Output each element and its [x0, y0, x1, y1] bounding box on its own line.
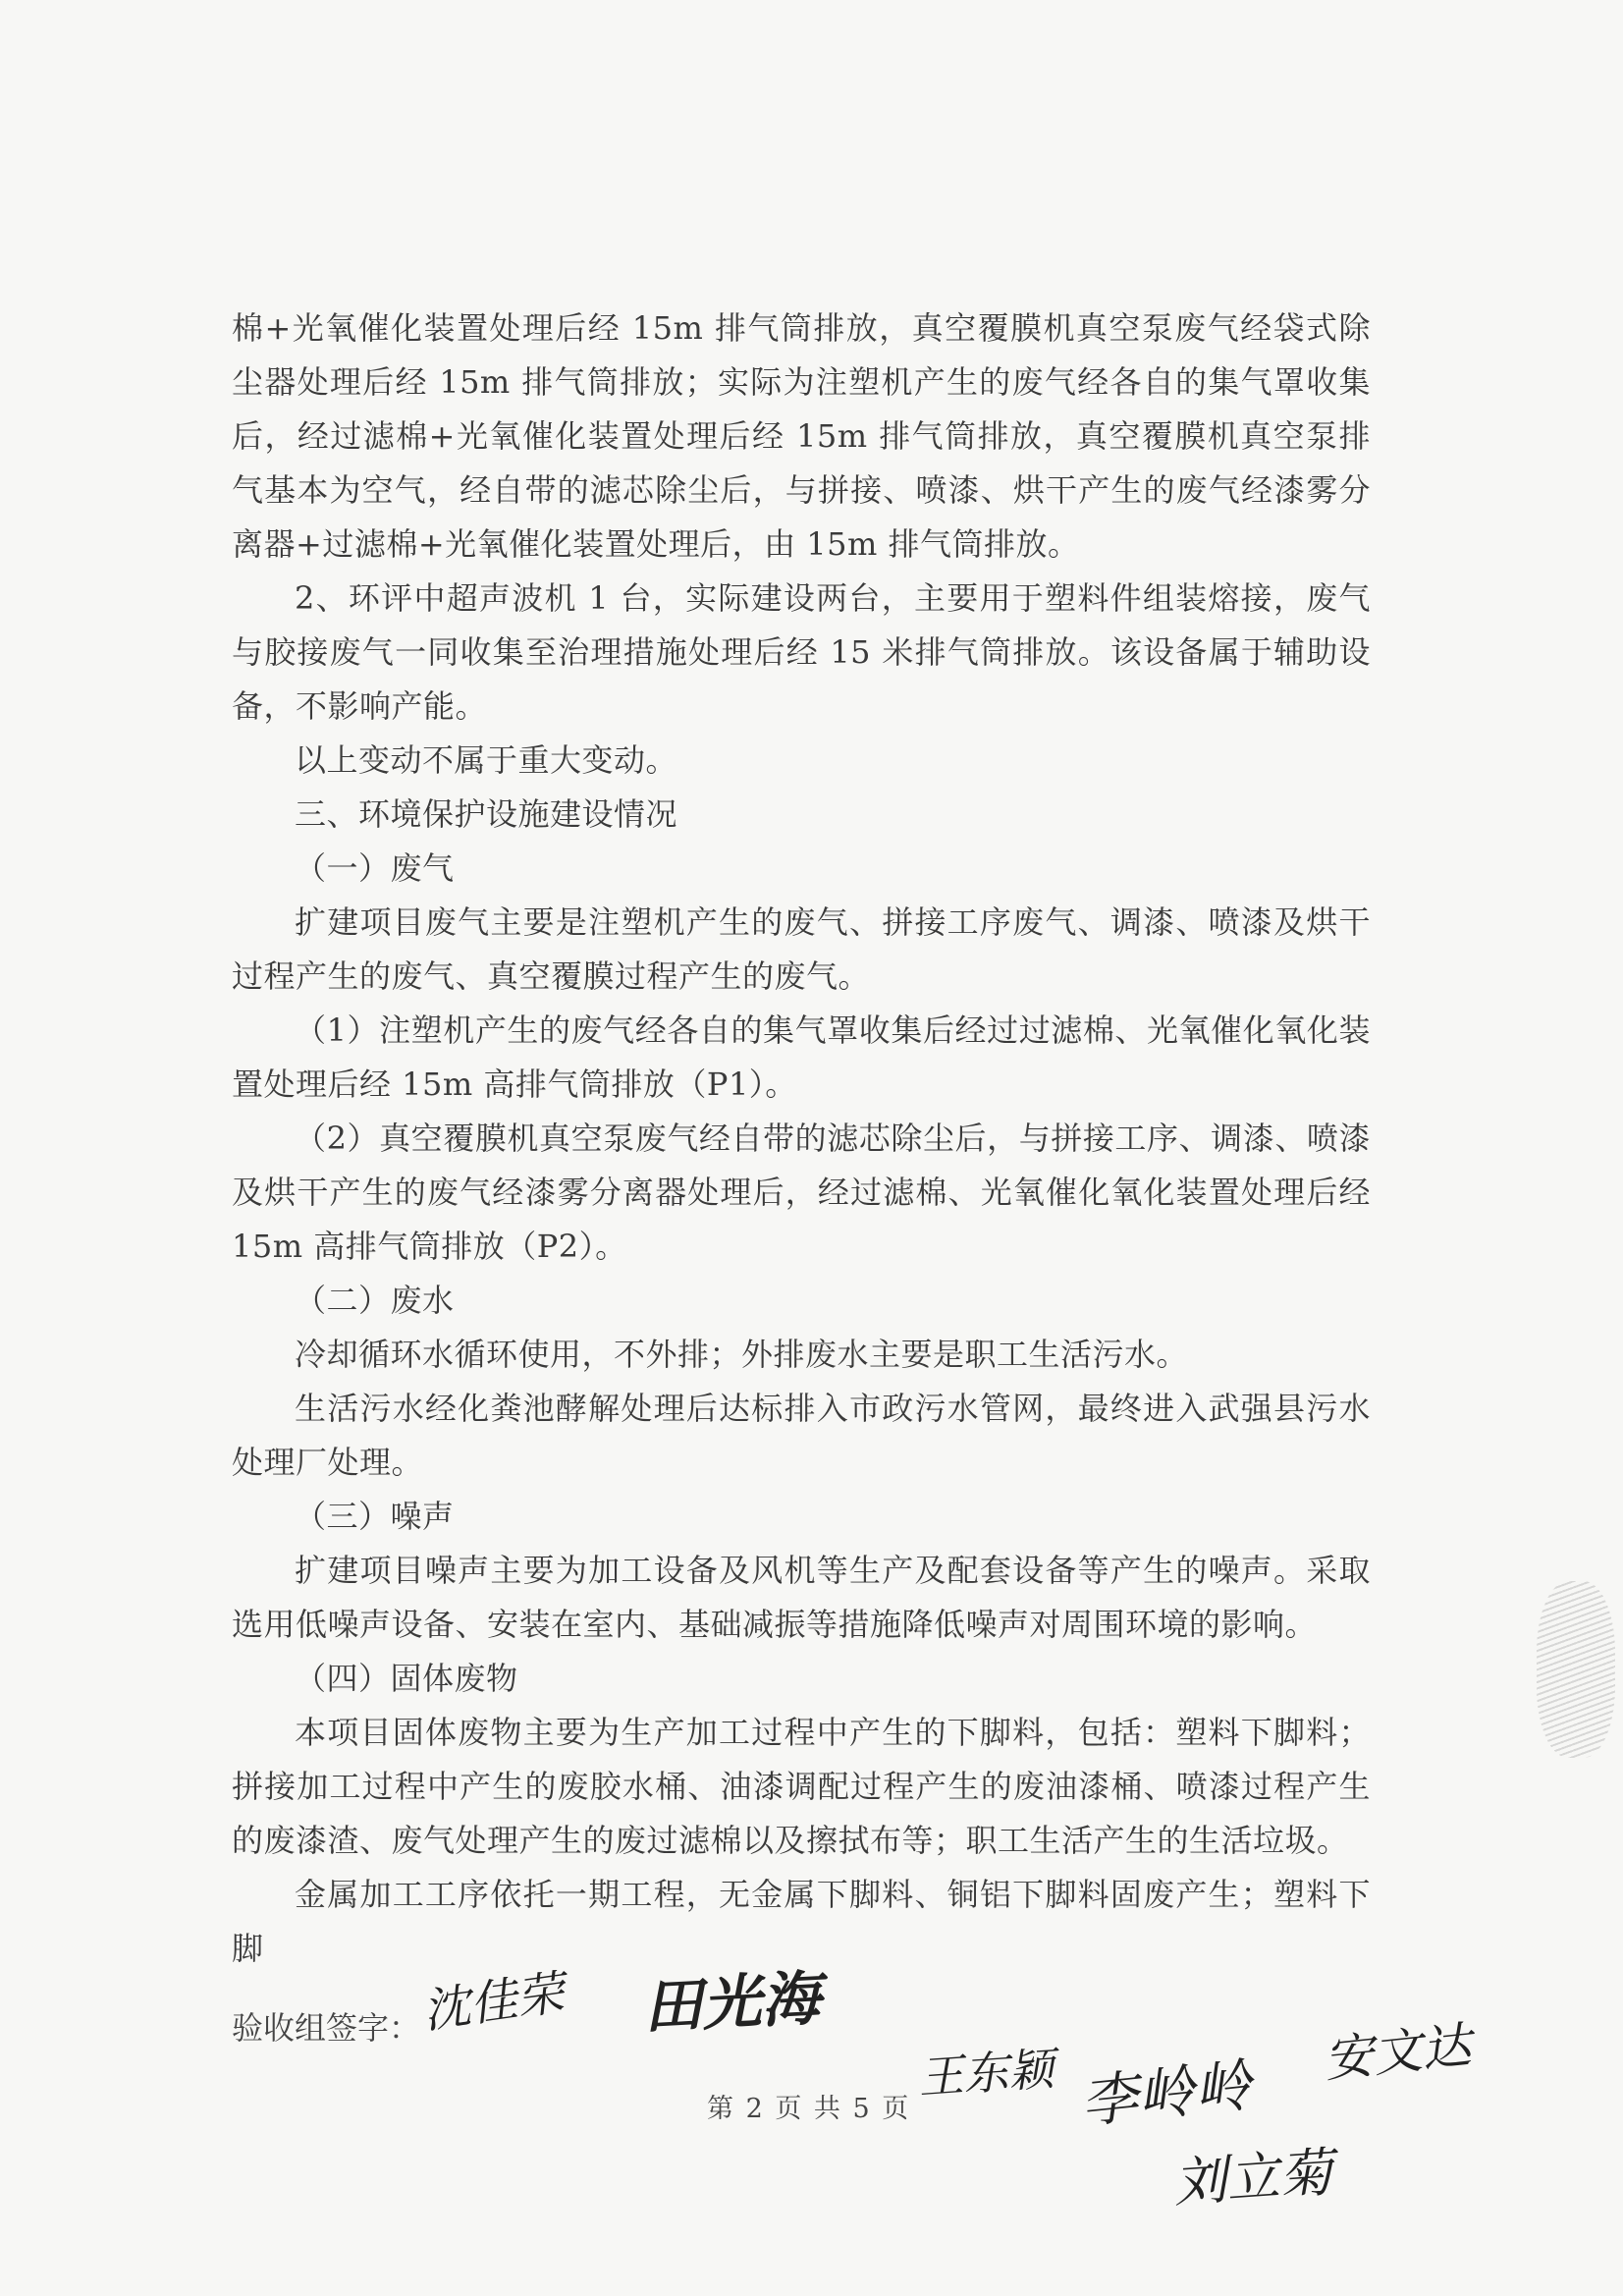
- scan-edge-mark: [1537, 1581, 1615, 1758]
- signature-label: 验收组签字：: [232, 2009, 421, 2047]
- body-paragraph: （三）噪声: [295, 1498, 455, 1535]
- body-paragraph: （2）真空覆膜机真空泵废气经自带的滤芯除尘后，与拼接工序、调漆、喷漆及烘干产生的废气经漆雾分离器处理后，经过滤棉、光氧催化氧化装置处理后经 15m 高排气筒排放（P2）。: [232, 1120, 1371, 1265]
- page-number: 第 2 页 共 5 页: [707, 2094, 911, 2124]
- handwritten-signature: 安文达: [1321, 2016, 1475, 2089]
- body-paragraph: 以上变动不属于重大变动。: [295, 741, 678, 779]
- body-paragraph: （一）废气: [295, 849, 455, 887]
- body-paragraph: （1）注塑机产生的废气经各自的集气罩收集后经过过滤棉、光氧催化氧化装置处理后经 15m 高排气筒排放（P1）。: [232, 1011, 1371, 1103]
- handwritten-signature: 刘立菊: [1171, 2141, 1335, 2214]
- body-paragraph: 生活污水经化粪池酵解处理后达标排入市政污水管网，最终进入武强县污水处理厂处理。: [232, 1390, 1371, 1481]
- body-paragraph: 本项目固体废物主要为生产加工过程中产生的下脚料，包括：塑料下脚料；拼接加工过程中产生的废胶水桶、油漆调配过程产生的废油漆桶、喷漆过程产生的废漆渣、废气处理产生的废过滤棉以及擦拭布等；职工生活产生的生活垃圾。: [232, 1714, 1371, 1859]
- handwritten-signature: 李岭岭: [1077, 2051, 1255, 2136]
- body-paragraph: 冷却循环水循环使用，不外排；外排废水主要是职工生活污水。: [295, 1336, 1189, 1373]
- handwritten-signature: 沈佳荣: [419, 1965, 568, 2040]
- handwritten-signature: 王东颖: [916, 2042, 1055, 2105]
- handwritten-signature: 田光海: [641, 1964, 822, 2043]
- body-paragraph: 棉+光氧催化装置处理后经 15m 排气筒排放，真空覆膜机真空泵废气经袋式除尘器处理后经 15m 排气筒排放；实际为注塑机产生的废气经各自的集气罩收集后，经过滤棉+光氧催化装置处理后经 15m 排气筒排放，真空覆膜机真空泵排气基本为空气，经自带的滤芯除尘后，与拼接、喷漆、烘干产生的废气经漆雾分离器+过滤棉+光氧催化装置处理后，由 15m 排气筒排放。: [232, 309, 1371, 563]
- body-paragraph: （二）废水: [295, 1282, 455, 1319]
- document-body: [232, 301, 1371, 1976]
- body-paragraph: 金属加工工序依托一期工程，无金属下脚料、铜铝下脚料固废产生；塑料下脚: [232, 1876, 1371, 1967]
- body-paragraph: 三、环境保护设施建设情况: [295, 795, 678, 833]
- body-paragraph: （四）固体废物: [295, 1660, 518, 1697]
- body-paragraph: 2、环评中超声波机 1 台，实际建设两台，主要用于塑料件组装熔接，废气与胶接废气一同收集至治理措施处理后经 15 米排气筒排放。该设备属于辅助设备，不影响产能。: [232, 579, 1371, 725]
- body-paragraph: 扩建项目噪声主要为加工设备及风机等生产及配套设备等产生的噪声。采取选用低噪声设备、安装在室内、基础减振等措施降低噪声对周围环境的影响。: [232, 1552, 1371, 1643]
- body-paragraph: 扩建项目废气主要是注塑机产生的废气、拼接工序废气、调漆、喷漆及烘干过程产生的废气、真空覆膜过程产生的废气。: [232, 903, 1371, 995]
